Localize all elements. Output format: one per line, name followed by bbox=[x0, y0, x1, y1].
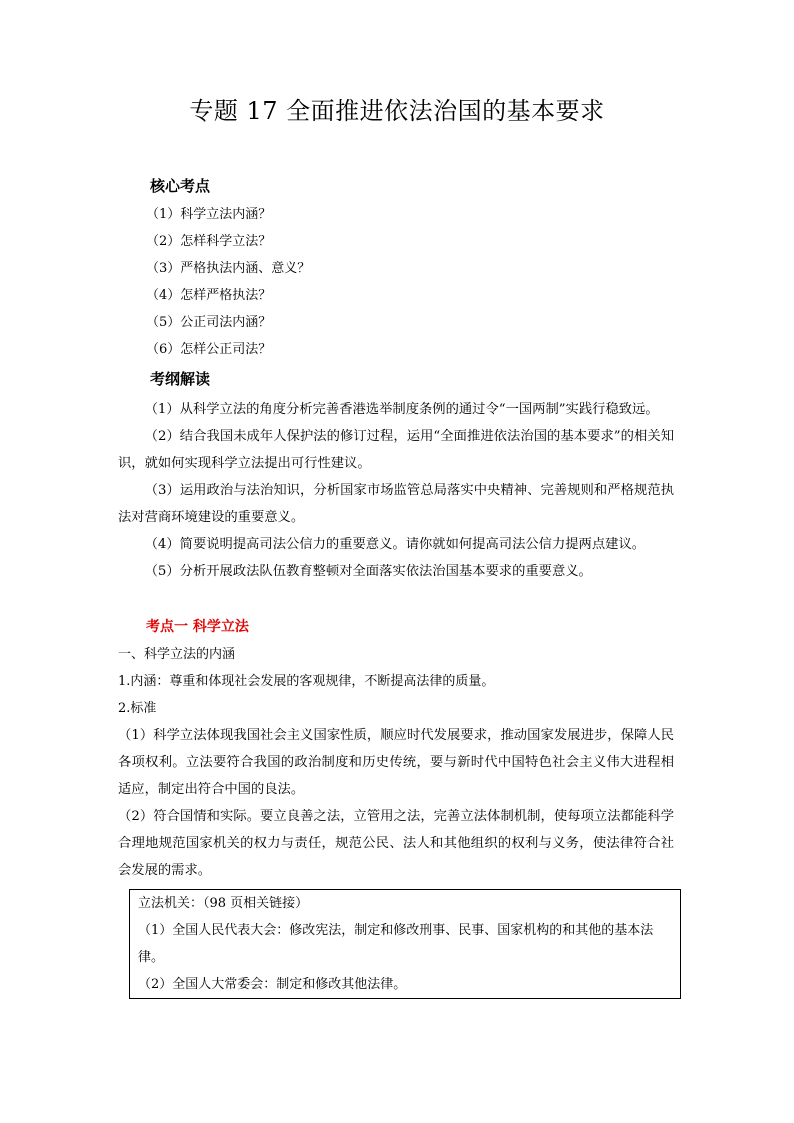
section1-p2: 2.标准 bbox=[118, 701, 157, 716]
outline-heading: 考纲解读 bbox=[150, 370, 211, 388]
outline-item-4: （4）简要说明提高司法公信力的重要意义。请你就如何提高司法公信力提两点建议。 bbox=[144, 537, 646, 552]
core-item-5: （5）公正司法内涵？ bbox=[146, 315, 272, 330]
outline-list bbox=[118, 396, 674, 585]
core-section bbox=[150, 176, 710, 196]
document-title: 专题 17 全面推进依法治国的基本要求 bbox=[189, 97, 605, 125]
outline-section bbox=[150, 369, 710, 389]
section1-sub1: 一、科学立法的内涵 bbox=[118, 647, 236, 662]
legislative-body-box bbox=[129, 889, 681, 999]
section1-p3: （1）科学立法体现我国社会主义国家性质，顺应时代发展要求，推动国家发展进步，保障人民各项权利。立法要符合我国的政治制度和历史传统，要与新时代中国特色社会主义伟大进程相适应，制定出符合中国的良法。 bbox=[118, 728, 674, 797]
core-item-6: （6）怎样公正司法？ bbox=[146, 342, 272, 357]
outline-item-1: （1）从科学立法的角度分析完善香港选举制度条例的通过令“一国两制”实践行稳致远。 bbox=[144, 402, 659, 417]
section1-p1: 1.内涵：尊重和体现社会发展的客观规律，不断提高法律的质量。 bbox=[118, 674, 495, 689]
core-heading: 核心考点 bbox=[150, 177, 211, 195]
box-line-1: 立法机关：（98 页相关链接） bbox=[138, 896, 309, 911]
outline-item-3: （3）运用政治与法治知识，分析国家市场监管总局落实中央精神、完善规则和严格规范执法对营商环境建设的重要意义。 bbox=[118, 483, 674, 525]
core-list bbox=[146, 201, 706, 363]
box-line-2: （1）全国人民代表大会：修改宪法，制定和修改刑事、民事、国家机构的和其他的基本法律。 bbox=[138, 923, 654, 965]
outline-item-5: （5）分析开展政法队伍教育整顿对全面落实依法治国基本要求的重要意义。 bbox=[144, 564, 592, 579]
box-line-3: （2）全国人大常委会：制定和修改其他法律。 bbox=[138, 977, 407, 992]
section1-p4: （2）符合国情和实际。要立良善之法，立管用之法，完善立法体制机制，使每项立法都能科学合理地规范国家机关的权力与责任，规范公民、法人和其他组织的权利与义务，使法律符合社会发展的需求。 bbox=[118, 809, 674, 878]
core-item-3: （3）严格执法内涵、意义？ bbox=[146, 261, 311, 276]
section1-body bbox=[118, 641, 674, 884]
core-item-2: （2）怎样科学立法？ bbox=[146, 234, 272, 249]
outline-item-2: （2）结合我国未成年人保护法的修订过程，运用“全面推进依法治国的基本要求”的相关知识，就如何实现科学立法提出可行性建议。 bbox=[118, 429, 674, 471]
section1-heading-wrap bbox=[146, 617, 706, 637]
section1-heading: 考点一 科学立法 bbox=[146, 619, 249, 635]
core-item-1: （1）科学立法内涵？ bbox=[146, 207, 272, 222]
core-item-4: （4）怎样严格执法？ bbox=[146, 288, 272, 303]
